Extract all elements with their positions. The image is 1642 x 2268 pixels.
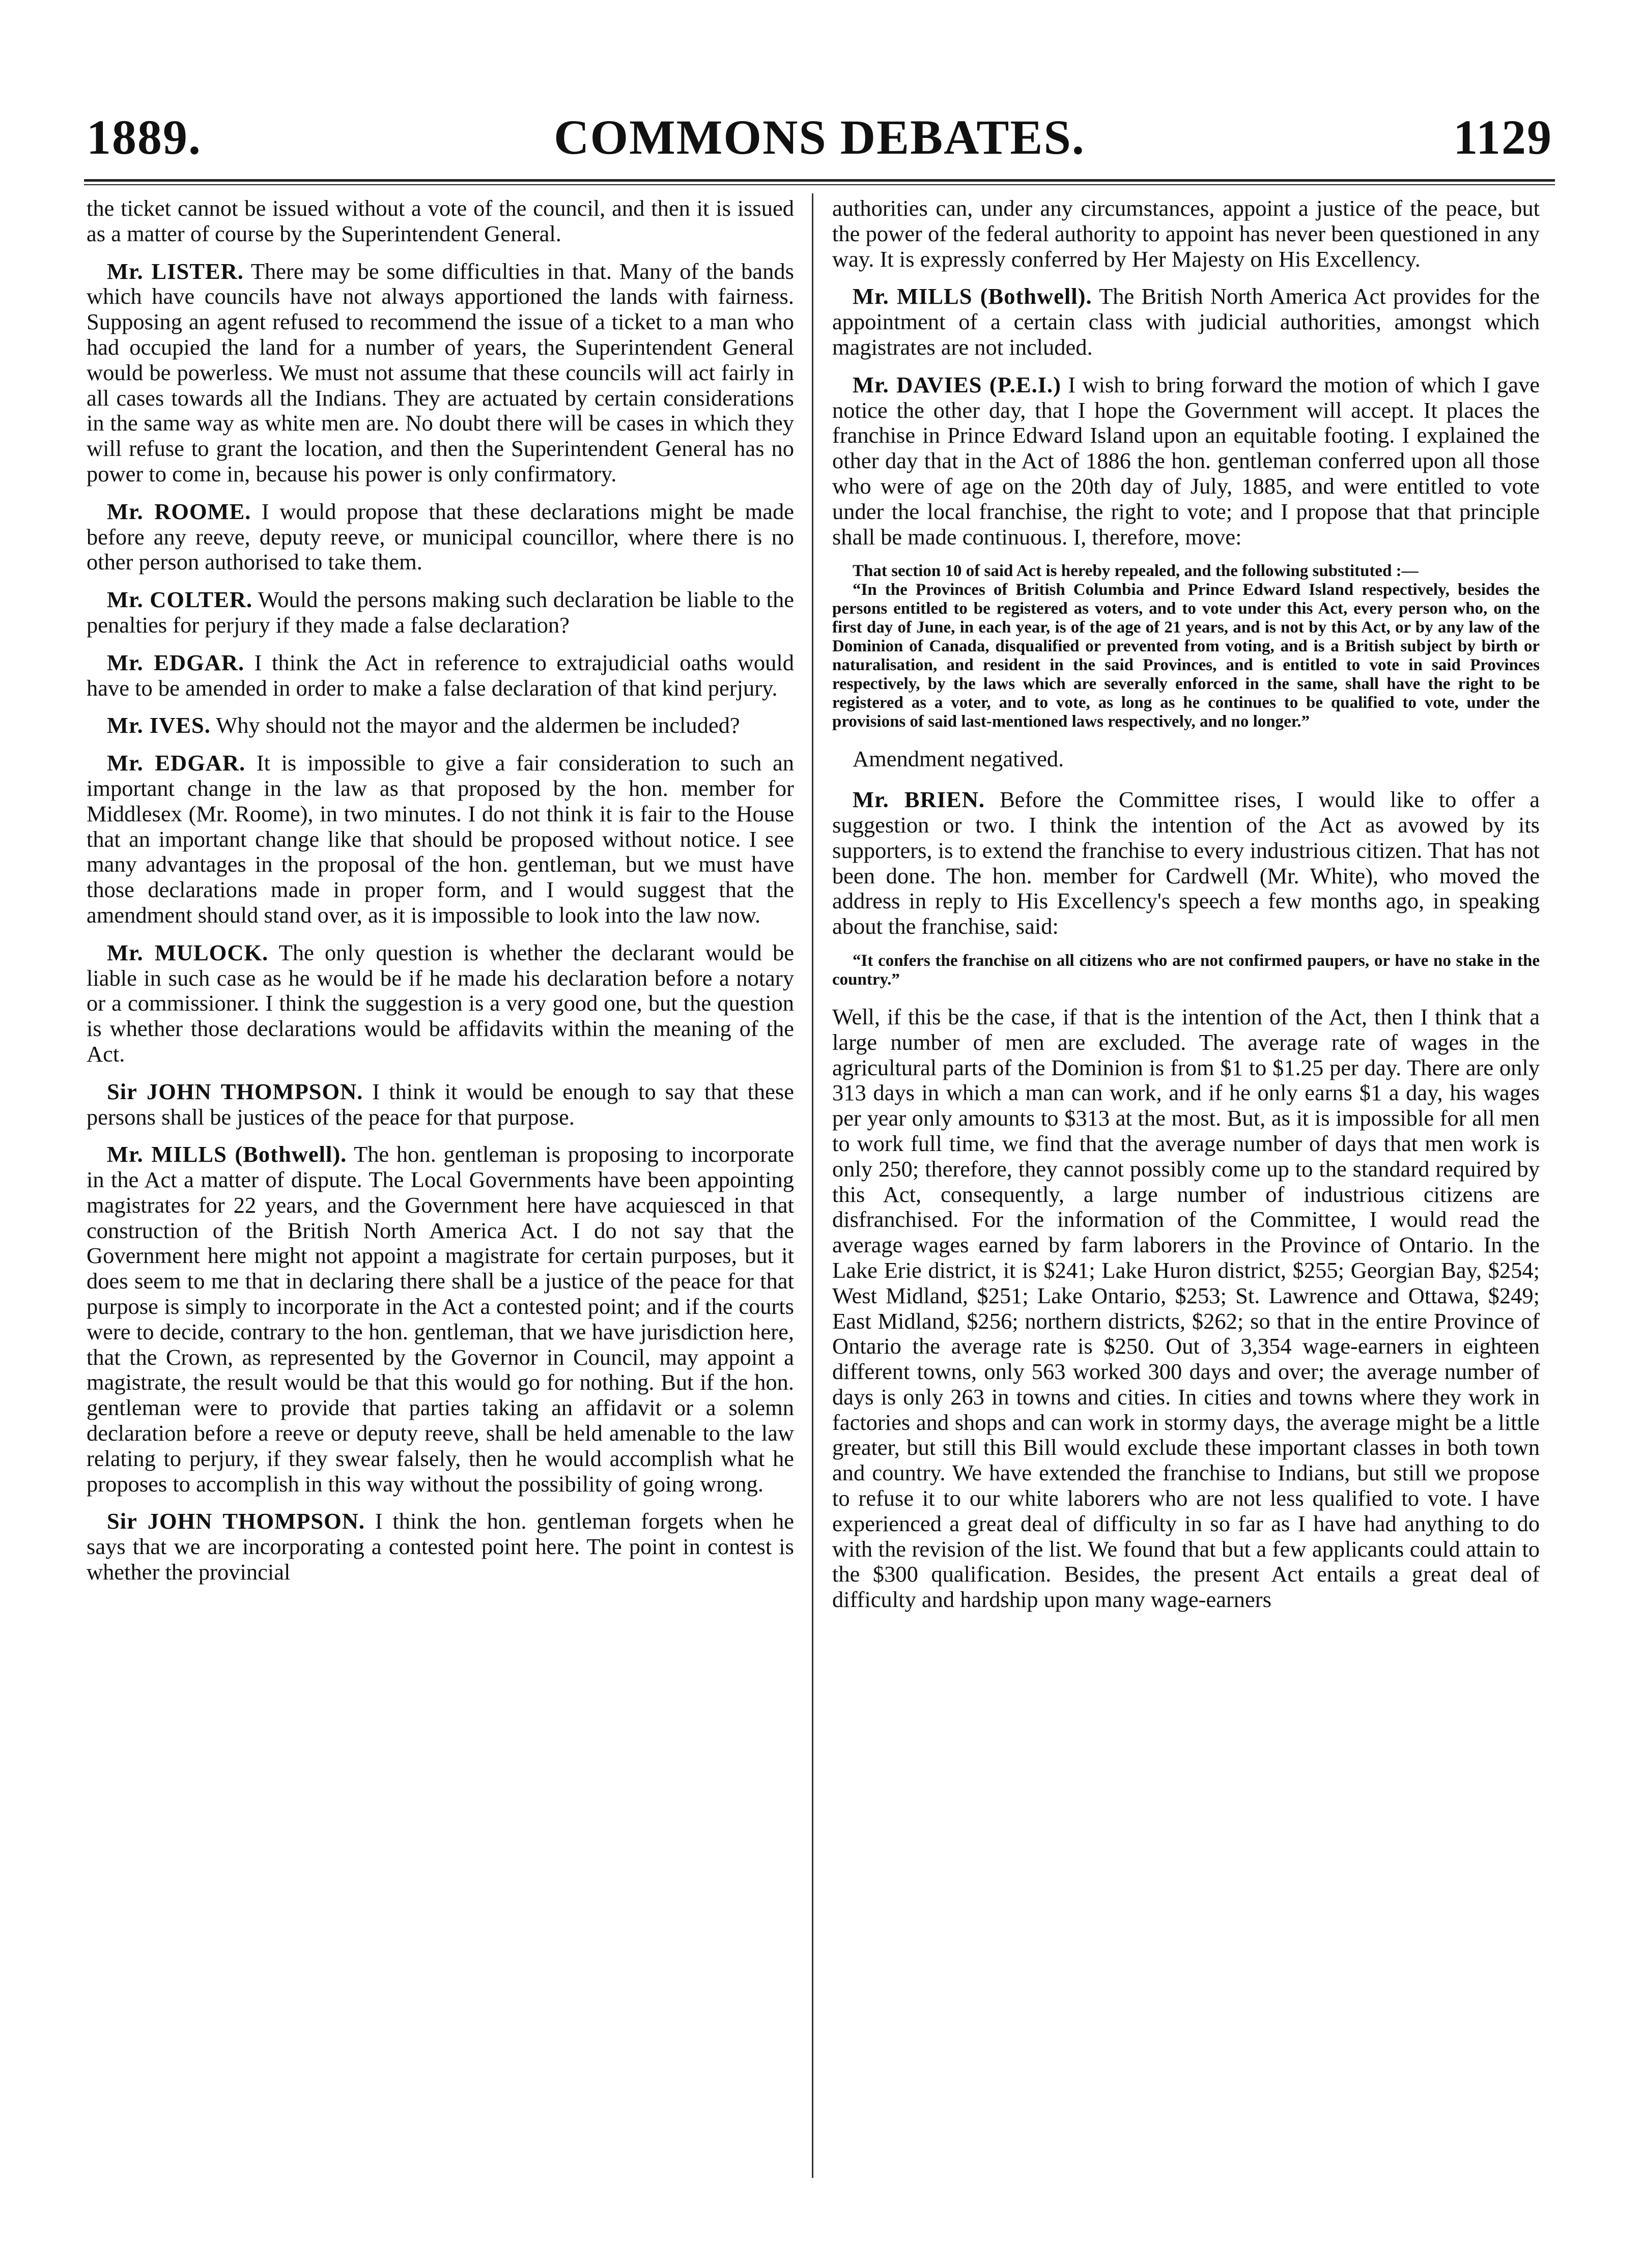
speech-mills-2 <box>832 284 1540 360</box>
paragraph-text: the ticket cannot be issued without a vote of the council, and then it is issued as a matter of course by the Superintendent General. <box>87 196 794 246</box>
speech-ives <box>87 713 794 738</box>
franchise-quote <box>832 952 1540 989</box>
header-rule <box>84 179 1555 185</box>
speech-mills-1 <box>87 1142 794 1497</box>
speaker-name: Mr. IVES. <box>107 712 211 738</box>
speech-text: I wish to bring forward the motion of which I gave notice the other day, that I hope the Government will accept. It places the franchise in Prince Edward Island upon an equitable footing. I explained the other day that in the Act of 1886 the hon. gentleman conferred upon all those who were of age on the 20th day of July, 1885, and were entitled to vote under the local franchise, the right to vote; and I propose that that principle shall be made continuous. I, therefore, move: <box>832 371 1540 550</box>
speech-text: Why should not the mayor and the aldermen be included? <box>210 712 740 738</box>
speaker-name: Mr. COLTER. <box>107 587 253 613</box>
motion-intro: That section 10 of said Act is hereby repealed, and the following substituted :— <box>853 562 1419 581</box>
speech-text: Would the persons making such declaration be liable to the penalties for perjury if they made a false declaration? <box>87 587 794 638</box>
speaker-name: Sir JOHN THOMPSON. <box>107 1078 363 1104</box>
speech-colter <box>87 587 794 638</box>
motion-quote <box>832 562 1540 731</box>
speech-mulock <box>87 940 794 1067</box>
speech-text: There may be some difficulties in that. Many of the bands which have councils have not always apportioned the lands with fairness. Supposing an agent refused to recommend the issue of a ticket to a man who had occupied the land for a number of years, the Superintendent General would be powerless. We must not assume that these councils will act fairly in all cases towards all the Indians. They are actuated by certain considerations in the same way as white men are. No doubt there will be cases in which they will refuse to grant the location, and then the Superintendent General has no power to come in, because his power is only confirmatory. <box>87 258 794 486</box>
speech-text: Before the Committee rises, I would like to offer a suggestion or two. I think the intention of the Act as avowed by its supporters, is to extend the franchise to every industrious citizen. That has not been done. The hon. member for Cardwell (Mr. White), who moved the address in reply to His Excellency's speech a few months ago, in speaking about the franchise, said: <box>832 787 1540 939</box>
speech-edgar-1 <box>87 650 794 701</box>
speaker-name: Mr. LISTER. <box>107 258 244 284</box>
quote-text: “It confers the franchise on all citizens who are not confirmed paupers, or have no stake in the country.” <box>832 951 1540 989</box>
header-page-number: 1129 <box>1453 110 1552 164</box>
speech-text: The only question is whether the declarant would be liable in such case as he would be if he made his declaration before a notary or a commissioner. I think the suggestion is a very good one, but the question is whether those declarations would be affidavits within the meaning of the Act. <box>87 939 794 1067</box>
speaker-name: Mr. BRIEN. <box>853 787 985 813</box>
speaker-name: Mr. MILLS (Bothwell). <box>853 283 1092 309</box>
speech-text: I would propose that these declarations might be made before any reeve, deputy reeve, or municipal councillor, where there is no other person authorised to take them. <box>87 498 794 575</box>
speech-text: I think it would be enough to say that these persons shall be justices of the peace for that purpose. <box>87 1078 794 1130</box>
speech-text: I think the hon. gentleman forgets when he says that we are incorporating a contested point here. The point in contest is whether the provincial <box>87 1508 794 1585</box>
speaker-name: Mr. EDGAR. <box>107 649 245 675</box>
paragraph-text: authorities can, under any circumstances, appoint a justice of the peace, but the power of the federal authority to appoint has never been questioned in any way. It is expressly conferred by Her Majesty on His Excellency. <box>832 196 1540 272</box>
amendment-result: Amendment negatived. <box>853 746 1064 772</box>
speech-thompson-2 <box>87 1509 794 1585</box>
speaker-name: Mr. EDGAR. <box>107 750 246 776</box>
speech-brien-continued <box>832 1004 1540 1613</box>
motion-text: “In the Provinces of British Columbia and Prince Edward Island respectively, besides the persons entitled to be registered as voters, and to vote under this Act, every person who, on the first day of June, in each year, is of the age of 21 years, and is not by this Act, or by any law of the Dominion of Canada, disqualified or prevented from voting, and is a British subject by birth or naturalisation, and resident in the said Provinces, and is entitled to vote in said Provinces respectively, by the laws which are severally enforced in the same, shall have the right to be registered as a voter, and to vote, as long as he continues to be qualified to vote, under the provisions of said last-mentioned laws respectively, and no longer.” <box>832 581 1540 731</box>
column-divider <box>812 193 813 2178</box>
speech-davies <box>832 372 1540 550</box>
speech-brien <box>832 787 1540 939</box>
right-column <box>832 196 1540 2226</box>
speech-text: It is impossible to give a fair consideration to such an important change in the law as that proposed by the hon. member for Middlesex (Mr. Roome), in two minutes. I do not think it is fair to the House that an important change like that should be proposed without notice. I see many advantages in the proposal of the hon. gentleman, but we must have those declarations made in proper form, and I would suggest that the amendment should stand over, as it is impossible to look into the law now. <box>87 750 794 928</box>
speech-text: The hon. gentleman is proposing to incorporate in the Act a matter of dispute. The Local Governments have been appointing magistrates for 22 years, and the Government here have acquiesced in that construction of the British North America Act. I do not say that the Government here might not appoint a magistrate for certain purposes, but it does seem to me that in declaring there shall be a justice of the peace for that purpose is simply to incorporate in the Act a contested point; and if the courts were to decide, contrary to the hon. gentleman, that we have jurisdiction here, that the Crown, as represented by the Governor in Council, may appoint a magistrate, the result would be that this would go for nothing. But if the hon. gentleman were to provide that parties taking an affidavit or a solemn declaration before a reeve or deputy reeve, shall be held amenable to the law relating to perjury, if they swear falsely, then he would accomplish what he proposes to accomplish in this way without the possibility of going wrong. <box>87 1141 794 1497</box>
paragraph <box>832 196 1540 272</box>
left-column <box>87 196 794 2226</box>
page-header <box>87 109 1552 173</box>
speaker-name: Mr. DAVIES (P.E.I.) <box>853 371 1061 397</box>
speech-roome <box>87 499 794 575</box>
paragraph-text: Well, if this be the case, if that is the intention of the Act, then I think that a large number of men are excluded. The average rate of wages in the agricultural parts of the Dominion is from $1 to $1.25 per day. There are only 313 days in which a man can work, and if he only earns $1 a day, his wages per year only amounts to $313 at the most. But, as it is impossible for all men to work full time, we find that the average number of days that men work is only 250; therefore, they cannot possibly come up to the standard required by this Act, consequently, a large number of industrious citizens are disfranchised. For the information of the Committee, I would read the average wages earned by farm laborers in the Province of Ontario. In the Lake Erie district, it is $241; Lake Huron district, $255; Georgian Bay, $254; West Midland, $251; Lake Ontario, $253; St. Lawrence and Ottawa, $249; East Midland, $256; northern districts, $262; so that in the entire Province of Ontario the average rate is $250. Out of 3,354 wage-earners in eighteen different towns, only 563 worked 300 days and over; the average number of days is only 263 in towns and cities. In cities and towns where they work in factories and shops and can work in stormy days, the average might be a little greater, but still this Bill would exclude these important classes in both town and country. We have extended the franchise to Indians, but still we propose to refuse it to our white laborers who are not less qualified to vote. I have experienced a great deal of difficulty in so far as I have had anything to do with the revision of the list. We found that but a few applicants could attain to the $300 qualification. Besides, the present Act entails a great deal of difficulty and hardship upon many wage-earners <box>832 1003 1540 1613</box>
speech-lister <box>87 259 794 487</box>
speaker-name: Mr. ROOME. <box>107 498 251 524</box>
paragraph <box>87 196 794 247</box>
header-title: COMMONS DEBATES. <box>554 110 1085 164</box>
speaker-name: Mr. MULOCK. <box>107 939 269 965</box>
speech-text: I think the Act in reference to extrajudicial oaths would have to be amended in order to make a false declaration of that kind perjury. <box>87 649 794 701</box>
speaker-name: Sir JOHN THOMPSON. <box>107 1508 365 1534</box>
speech-edgar-2 <box>87 751 794 928</box>
speech-thompson-1 <box>87 1079 794 1130</box>
header-year: 1889. <box>87 110 202 164</box>
speech-text: The British North America Act provides for the appointment of a certain class with judicial authorities, amongst which magistrates are not included. <box>832 283 1540 360</box>
speaker-name: Mr. MILLS (Bothwell). <box>107 1141 347 1167</box>
